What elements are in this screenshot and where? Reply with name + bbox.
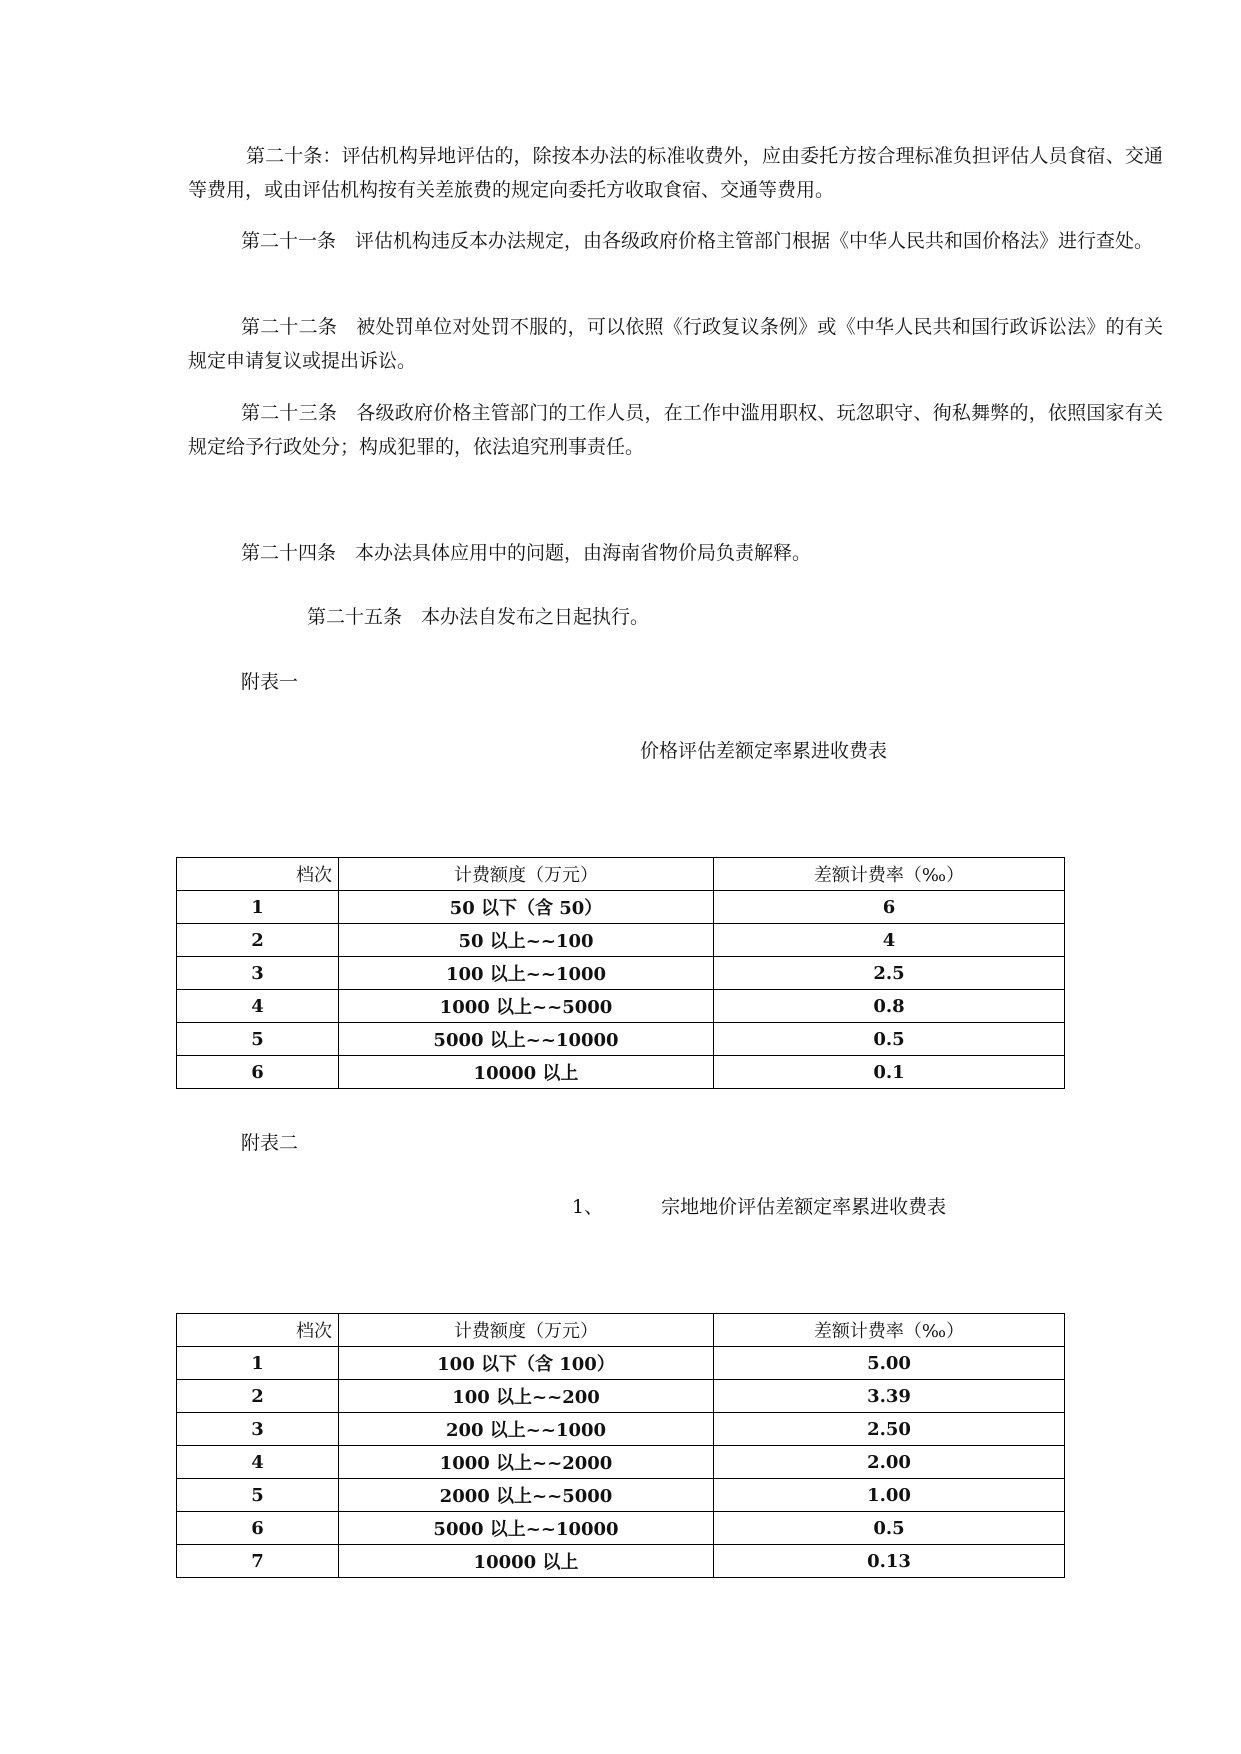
- cell-rate: 4: [714, 924, 1065, 957]
- article-20: 第二十条：评估机构异地评估的，除按本办法的标准收费外，应由委托方按合理标准负担评估人员食宿、交通等费用，或由评估机构按有关差旅费的规定向委托方收取食宿、交通等费用。: [188, 145, 1163, 201]
- table-row: [177, 957, 1065, 990]
- cell-tier: 4: [177, 1446, 339, 1479]
- table-row: [177, 990, 1065, 1023]
- cell-amount: 100 以上~~1000: [339, 957, 714, 990]
- header-rate: 差额计费率（‰）: [714, 1314, 1065, 1347]
- cell-rate: 6: [714, 891, 1065, 924]
- article-25: 第二十五条 本办法自发布之日起执行。: [307, 606, 650, 628]
- table-row: [177, 1479, 1065, 1512]
- cell-tier: 2: [177, 924, 339, 957]
- cell-tier: 7: [177, 1545, 339, 1578]
- cell-rate: 0.13: [714, 1545, 1065, 1578]
- table-row: [177, 1446, 1065, 1479]
- cell-rate: 2.5: [714, 957, 1065, 990]
- cell-rate: 5.00: [714, 1347, 1065, 1380]
- cell-amount: 5000 以上~~10000: [339, 1023, 714, 1056]
- table-row: [177, 891, 1065, 924]
- cell-rate: 0.8: [714, 990, 1065, 1023]
- cell-tier: 1: [177, 1347, 339, 1380]
- appendix-2-table: [176, 1313, 1065, 1578]
- appendix-2-label: 附表二: [241, 1132, 299, 1154]
- article-23: 第二十三条 各级政府价格主管部门的工作人员，在工作中滥用职权、玩忽职守、徇私舞弊的，依照国家有关规定给予行政处分；构成犯罪的，依法追究刑事责任。: [188, 402, 1163, 458]
- cell-rate: 1.00: [714, 1479, 1065, 1512]
- cell-amount: 5000 以上~~10000: [339, 1512, 714, 1545]
- table-row: [177, 1512, 1065, 1545]
- table-header-row: [177, 858, 1065, 891]
- cell-tier: 6: [177, 1512, 339, 1545]
- header-amount: 计费额度（万元）: [339, 1314, 714, 1347]
- cell-rate: 2.00: [714, 1446, 1065, 1479]
- cell-amount: 50 以上~~100: [339, 924, 714, 957]
- cell-amount: 200 以上~~1000: [339, 1413, 714, 1446]
- cell-amount: 100 以上~~200: [339, 1380, 714, 1413]
- appendix-2-title: [572, 1194, 946, 1220]
- appendix-1-table: [176, 857, 1065, 1089]
- cell-tier: 3: [177, 1413, 339, 1446]
- appendix-2-title-number: 1、: [572, 1196, 604, 1218]
- header-amount: 计费额度（万元）: [339, 858, 714, 891]
- cell-amount: 1000 以上~~2000: [339, 1446, 714, 1479]
- cell-tier: 1: [177, 891, 339, 924]
- table-row: [177, 1380, 1065, 1413]
- cell-tier: 6: [177, 1056, 339, 1089]
- table-header-row: [177, 1314, 1065, 1347]
- article-22: 第二十二条 被处罚单位对处罚不服的，可以依照《行政复议条例》或《中华人民共和国行政诉讼法》的有关规定申请复议或提出诉讼。: [188, 316, 1163, 372]
- appendix-1-title: 价格评估差额定率累进收费表: [640, 740, 888, 762]
- table-row: [177, 1347, 1065, 1380]
- cell-amount: 10000 以上: [339, 1545, 714, 1578]
- cell-amount: 100 以下（含 100）: [339, 1347, 714, 1380]
- cell-rate: 3.39: [714, 1380, 1065, 1413]
- table-row: [177, 924, 1065, 957]
- cell-amount: 2000 以上~~5000: [339, 1479, 714, 1512]
- cell-tier: 5: [177, 1479, 339, 1512]
- header-rate: 差额计费率（‰）: [714, 858, 1065, 891]
- article-24: 第二十四条 本办法具体应用中的问题，由海南省物价局负责解释。: [241, 542, 812, 564]
- cell-rate: 0.1: [714, 1056, 1065, 1089]
- table-row: [177, 1413, 1065, 1446]
- cell-rate: 0.5: [714, 1023, 1065, 1056]
- cell-amount: 50 以下（含 50）: [339, 891, 714, 924]
- cell-rate: 2.50: [714, 1413, 1065, 1446]
- appendix-2-title-text: 宗地地价评估差额定率累进收费表: [661, 1196, 947, 1218]
- cell-tier: 3: [177, 957, 339, 990]
- header-tier: 档次: [177, 1314, 339, 1347]
- cell-tier: 4: [177, 990, 339, 1023]
- table-row: [177, 1023, 1065, 1056]
- cell-tier: 2: [177, 1380, 339, 1413]
- appendix-1-label: 附表一: [241, 671, 299, 693]
- table-row: [177, 1545, 1065, 1578]
- cell-amount: 1000 以上~~5000: [339, 990, 714, 1023]
- cell-rate: 0.5: [714, 1512, 1065, 1545]
- article-21: 第二十一条 评估机构违反本办法规定，由各级政府价格主管部门根据《中华人民共和国价格法》进行查处。: [241, 230, 1154, 252]
- cell-amount: 10000 以上: [339, 1056, 714, 1089]
- cell-tier: 5: [177, 1023, 339, 1056]
- table-row: [177, 1056, 1065, 1089]
- header-tier: 档次: [177, 858, 339, 891]
